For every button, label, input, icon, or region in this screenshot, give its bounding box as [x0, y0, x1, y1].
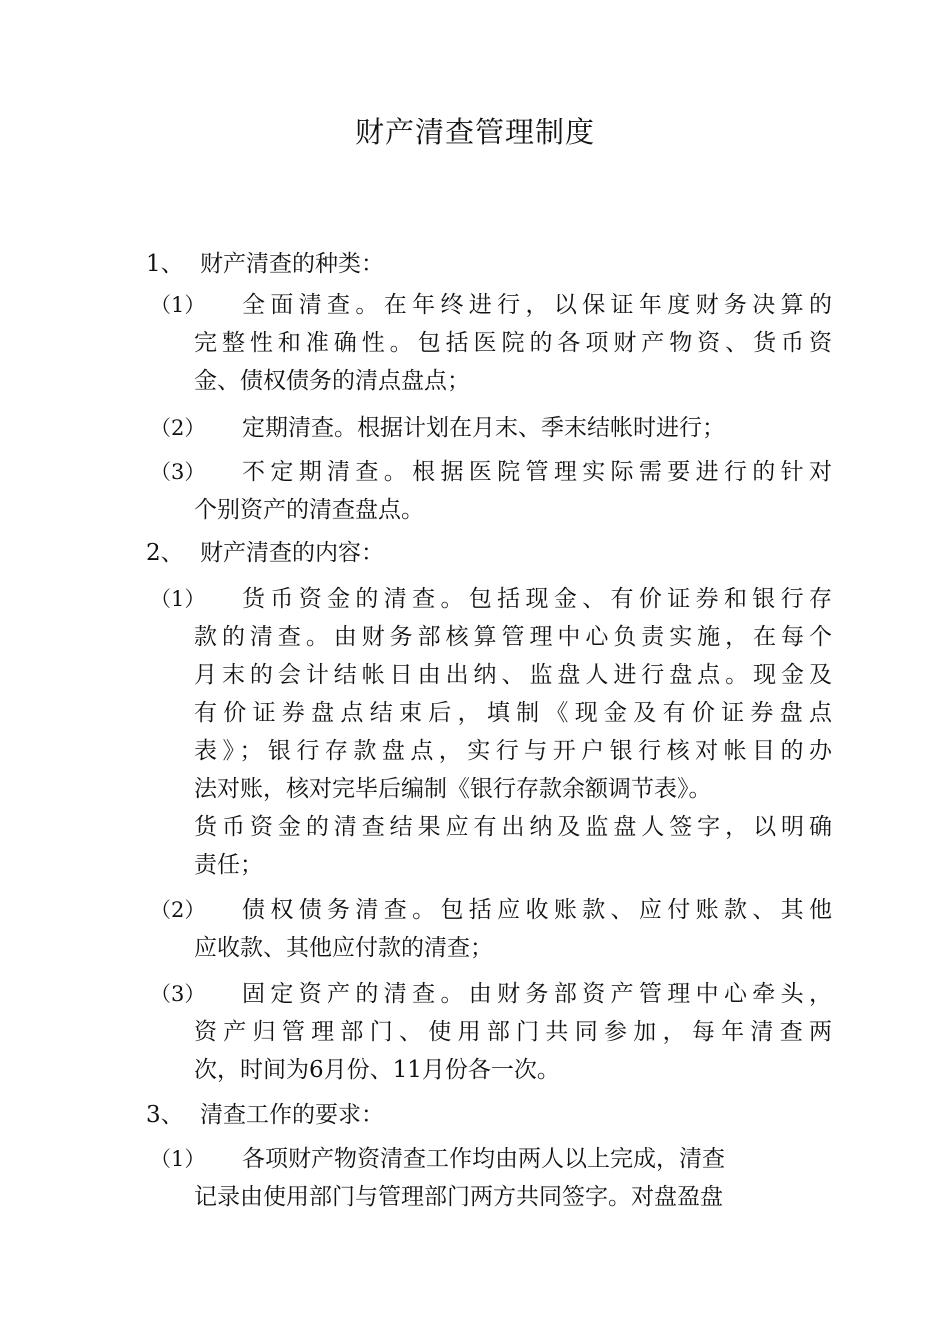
section-heading-text: 清查工作的要求：	[200, 1102, 384, 1128]
section-number: 2、	[146, 540, 184, 566]
paragraph-line: 有价证券盘点结束后，填制《现金及有价证券盘点	[194, 700, 832, 726]
paragraph-line: 责任；	[194, 852, 263, 878]
paragraph-line: 货币资金的清查。包括现金、有价证券和银行存	[242, 586, 832, 612]
section-1-heading	[146, 248, 384, 280]
section-heading-text: 财产清查的种类：	[200, 251, 384, 277]
item-marker: （1）	[150, 587, 206, 611]
paragraph-line: 应收款、其他应付款的清查；	[194, 935, 493, 961]
paragraph-line: 货币资金的清查结果应有出纳及监盘人签字，以明确	[194, 814, 832, 840]
section-3-heading	[146, 1099, 384, 1131]
section-number: 1、	[146, 251, 184, 277]
paragraph-line: 不定期清查。根据医院管理实际需要进行的针对	[242, 459, 832, 485]
paragraph-line: 表》；银行存款盘点，实行与开户银行核对帐目的办	[194, 738, 832, 764]
paragraph-line: 固定资产的清查。由财务部资产管理中心牵头，	[242, 981, 832, 1007]
paragraph-line: 完整性和准确性。包括医院的各项财产物资、货币资	[194, 330, 832, 356]
item-marker: （1）	[150, 293, 206, 317]
item-marker: （2）	[150, 898, 206, 922]
item-marker: （2）	[150, 416, 206, 440]
paragraph-line: 个别资产的清查盘点。	[194, 497, 424, 523]
paragraph-line: 月末的会计结帐日由出纳、监盘人进行盘点。现金及	[194, 662, 832, 688]
paragraph-line: 金、债权债务的清点盘点；	[194, 368, 470, 394]
section-number: 3、	[146, 1102, 184, 1128]
paragraph-line: 全面清查。在年终进行，以保证年度财务决算的	[242, 292, 832, 318]
document-title: 财产清查管理制度	[354, 115, 595, 149]
item-marker: （3）	[150, 460, 206, 484]
paragraph-line: 记录由使用部门与管理部门两方共同签字。对盘盈盘	[194, 1184, 723, 1210]
section-2-heading	[146, 537, 384, 569]
paragraph-line: 次，时间为6月份、11月份各一次。	[194, 1057, 560, 1083]
item-marker: （3）	[150, 982, 206, 1006]
paragraph-line: 各项财产物资清查工作均由两人以上完成，清查	[242, 1146, 725, 1172]
section-heading-text: 财产清查的内容：	[200, 540, 384, 566]
paragraph-line: 款的清查。由财务部核算管理中心负责实施，在每个	[194, 624, 832, 650]
paragraph-line: 债权债务清查。包括应收账款、应付账款、其他	[242, 897, 832, 923]
item-marker: （1）	[150, 1147, 206, 1171]
paragraph-line: 定期清查。根据计划在月末、季末结帐时进行；	[242, 415, 725, 441]
paragraph-line: 法对账，核对完毕后编制《银行存款余额调节表》。	[194, 776, 712, 802]
paragraph-line: 资产归管理部门、使用部门共同参加，每年清查两	[194, 1019, 832, 1045]
